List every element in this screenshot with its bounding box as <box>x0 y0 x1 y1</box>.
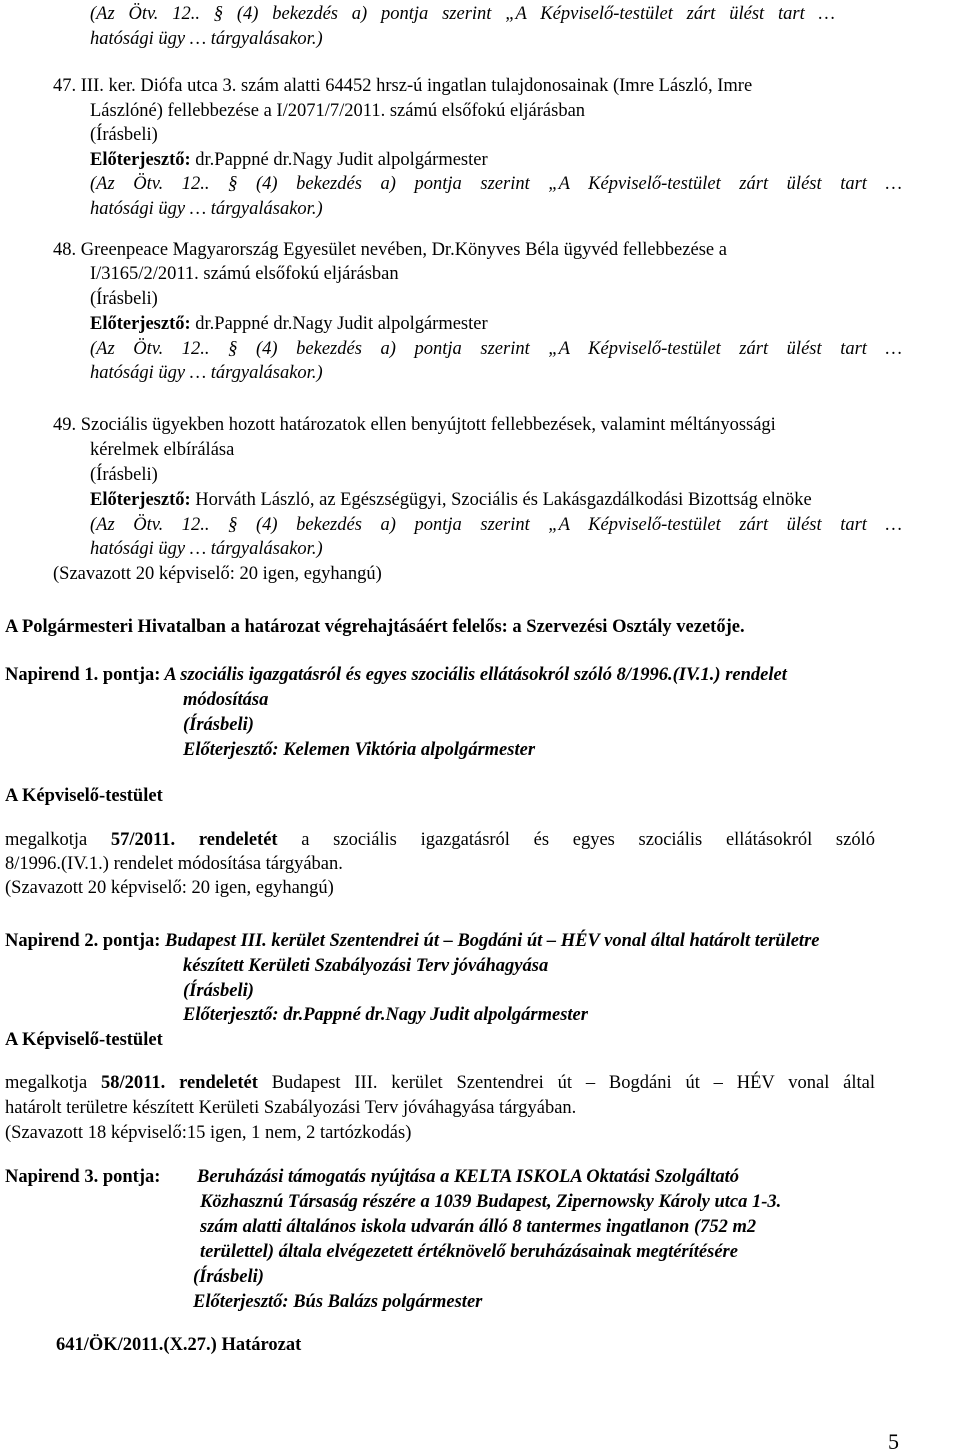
item-49-legal: hatósági ügy … tárgyalásakor.) <box>90 539 323 559</box>
item-49-type: (Írásbeli) <box>90 465 158 485</box>
agenda-2-presenter: Előterjesztő: dr.Pappné dr.Nagy Judit alpolgármester <box>183 1005 588 1025</box>
responsible-note: A Polgármesteri Hivatalban a határozat végrehajtásáért felelős: a Szervezési Osztály vezetője. <box>5 617 745 637</box>
agenda-1-decision: megalkotja 57/2011. rendeletét a szociális igazgatásról és egyes szociális ellátásokról szóló <box>5 830 875 850</box>
item-48-type: (Írásbeli) <box>90 289 158 309</box>
agenda-1-presenter: Előterjesztő: Kelemen Viktória alpolgármester <box>183 740 536 760</box>
agenda-3-label: Napirend 3. pontja: <box>5 1167 161 1187</box>
agenda-1-decision: 8/1996.(IV.1.) rendelet módosítása tárgyában. <box>5 854 343 874</box>
item-47-legal: hatósági ügy … tárgyalásakor.) <box>90 199 323 219</box>
agenda-2-body: A Képviselő-testület <box>5 1030 163 1050</box>
agenda-3-title: Beruházási támogatás nyújtása a KELTA ISKOLA Oktatási Szolgáltató <box>197 1167 739 1187</box>
legal-note: hatósági ügy … tárgyalásakor.) <box>90 29 323 49</box>
agenda-1-title: Napirend 1. pontja: A szociális igazgatásról és egyes szociális ellátásokról szóló 8/1996.(IV.1.) rendelet <box>5 665 787 685</box>
vote-result: (Szavazott 20 képviselő: 20 igen, egyhangú) <box>53 564 382 584</box>
agenda-3-title: Közhasznú Társaság részére a 1039 Budapest, Zipernowsky Károly utca 1-3. <box>200 1192 782 1212</box>
agenda-2-vote: (Szavazott 18 képviselő:15 igen, 1 nem, 2 tartózkodás) <box>5 1123 412 1143</box>
item-47-legal: (Az Ötv. 12.. § (4) bekezdés a) pontja szerint „A Képviselő-testület zárt ülést tart … <box>90 174 902 194</box>
item-49-presenter: Előterjesztő: Horváth László, az Egészségügyi, Szociális és Lakásgazdálkodási Bizottság elnöke <box>90 490 812 510</box>
item-48-presenter: Előterjesztő: dr.Pappné dr.Nagy Judit alpolgármester <box>90 314 488 334</box>
agenda-1-body: A Képviselő-testület <box>5 786 163 806</box>
legal-note: (Az Ötv. 12.. § (4) bekezdés a) pontja szerint „A Képviselő-testület zárt ülést tart … <box>90 4 835 24</box>
item-49-legal: (Az Ötv. 12.. § (4) bekezdés a) pontja szerint „A Képviselő-testület zárt ülést tart … <box>90 515 902 535</box>
agenda-2-decision: határolt területre készített Kerületi Szabályozási Terv jóváhagyása tárgyában. <box>5 1098 577 1118</box>
agenda-3-type: (Írásbeli) <box>193 1267 264 1287</box>
agenda-2-type: (Írásbeli) <box>183 981 254 1001</box>
item-48-title: I/3165/2/2011. számú elsőfokú eljárásban <box>90 264 399 284</box>
item-47-title: 47. III. ker. Diófa utca 3. szám alatti 64452 hrsz-ú ingatlan tulajdonosainak (Imre László, Imre <box>53 76 753 96</box>
agenda-1-vote: (Szavazott 20 képviselő: 20 igen, egyhangú) <box>5 878 334 898</box>
item-49-title: 49. Szociális ügyekben hozott határozatok ellen benyújtott fellebbezések, valamint méltányossági <box>53 415 776 435</box>
item-48-title: 48. Greenpeace Magyarország Egyesület nevében, Dr.Könyves Béla ügyvéd fellebbezése a <box>53 240 727 260</box>
item-48-legal: hatósági ügy … tárgyalásakor.) <box>90 363 323 383</box>
page-number: 5 <box>888 1429 899 1454</box>
resolution-heading: 641/ÖK/2011.(X.27.) Határozat <box>56 1335 302 1355</box>
item-49-title: kérelmek elbírálása <box>90 440 235 460</box>
agenda-2-title: Napirend 2. pontja: Budapest III. kerület Szentendrei út – Bogdáni út – HÉV vonal által határolt területre <box>5 931 820 951</box>
item-47-title: Lászlóné) fellebbezése a I/2071/7/2011. számú elsőfokú eljárásban <box>90 101 586 121</box>
agenda-3-title: szám alatti általános iskola udvarán álló 8 tantermes ingatlanon (752 m2 <box>200 1217 757 1237</box>
agenda-3-title: területtel) általa elvégezetett értéknövelő beruházásainak megtérítésére <box>200 1242 738 1262</box>
item-47-type: (Írásbeli) <box>90 125 158 145</box>
item-48-legal: (Az Ötv. 12.. § (4) bekezdés a) pontja szerint „A Képviselő-testület zárt ülést tart … <box>90 339 902 359</box>
agenda-1-title: módosítása <box>183 690 269 710</box>
agenda-2-title: készített Kerületi Szabályozási Terv jóváhagyása <box>183 956 549 976</box>
item-47-presenter: Előterjesztő: dr.Pappné dr.Nagy Judit alpolgármester <box>90 150 488 170</box>
agenda-1-type: (Írásbeli) <box>183 715 254 735</box>
agenda-3-presenter: Előterjesztő: Bús Balázs polgármester <box>193 1292 483 1312</box>
agenda-2-decision: megalkotja 58/2011. rendeletét Budapest III. kerület Szentendrei út – Bogdáni út – HÉV vonal által <box>5 1073 876 1093</box>
